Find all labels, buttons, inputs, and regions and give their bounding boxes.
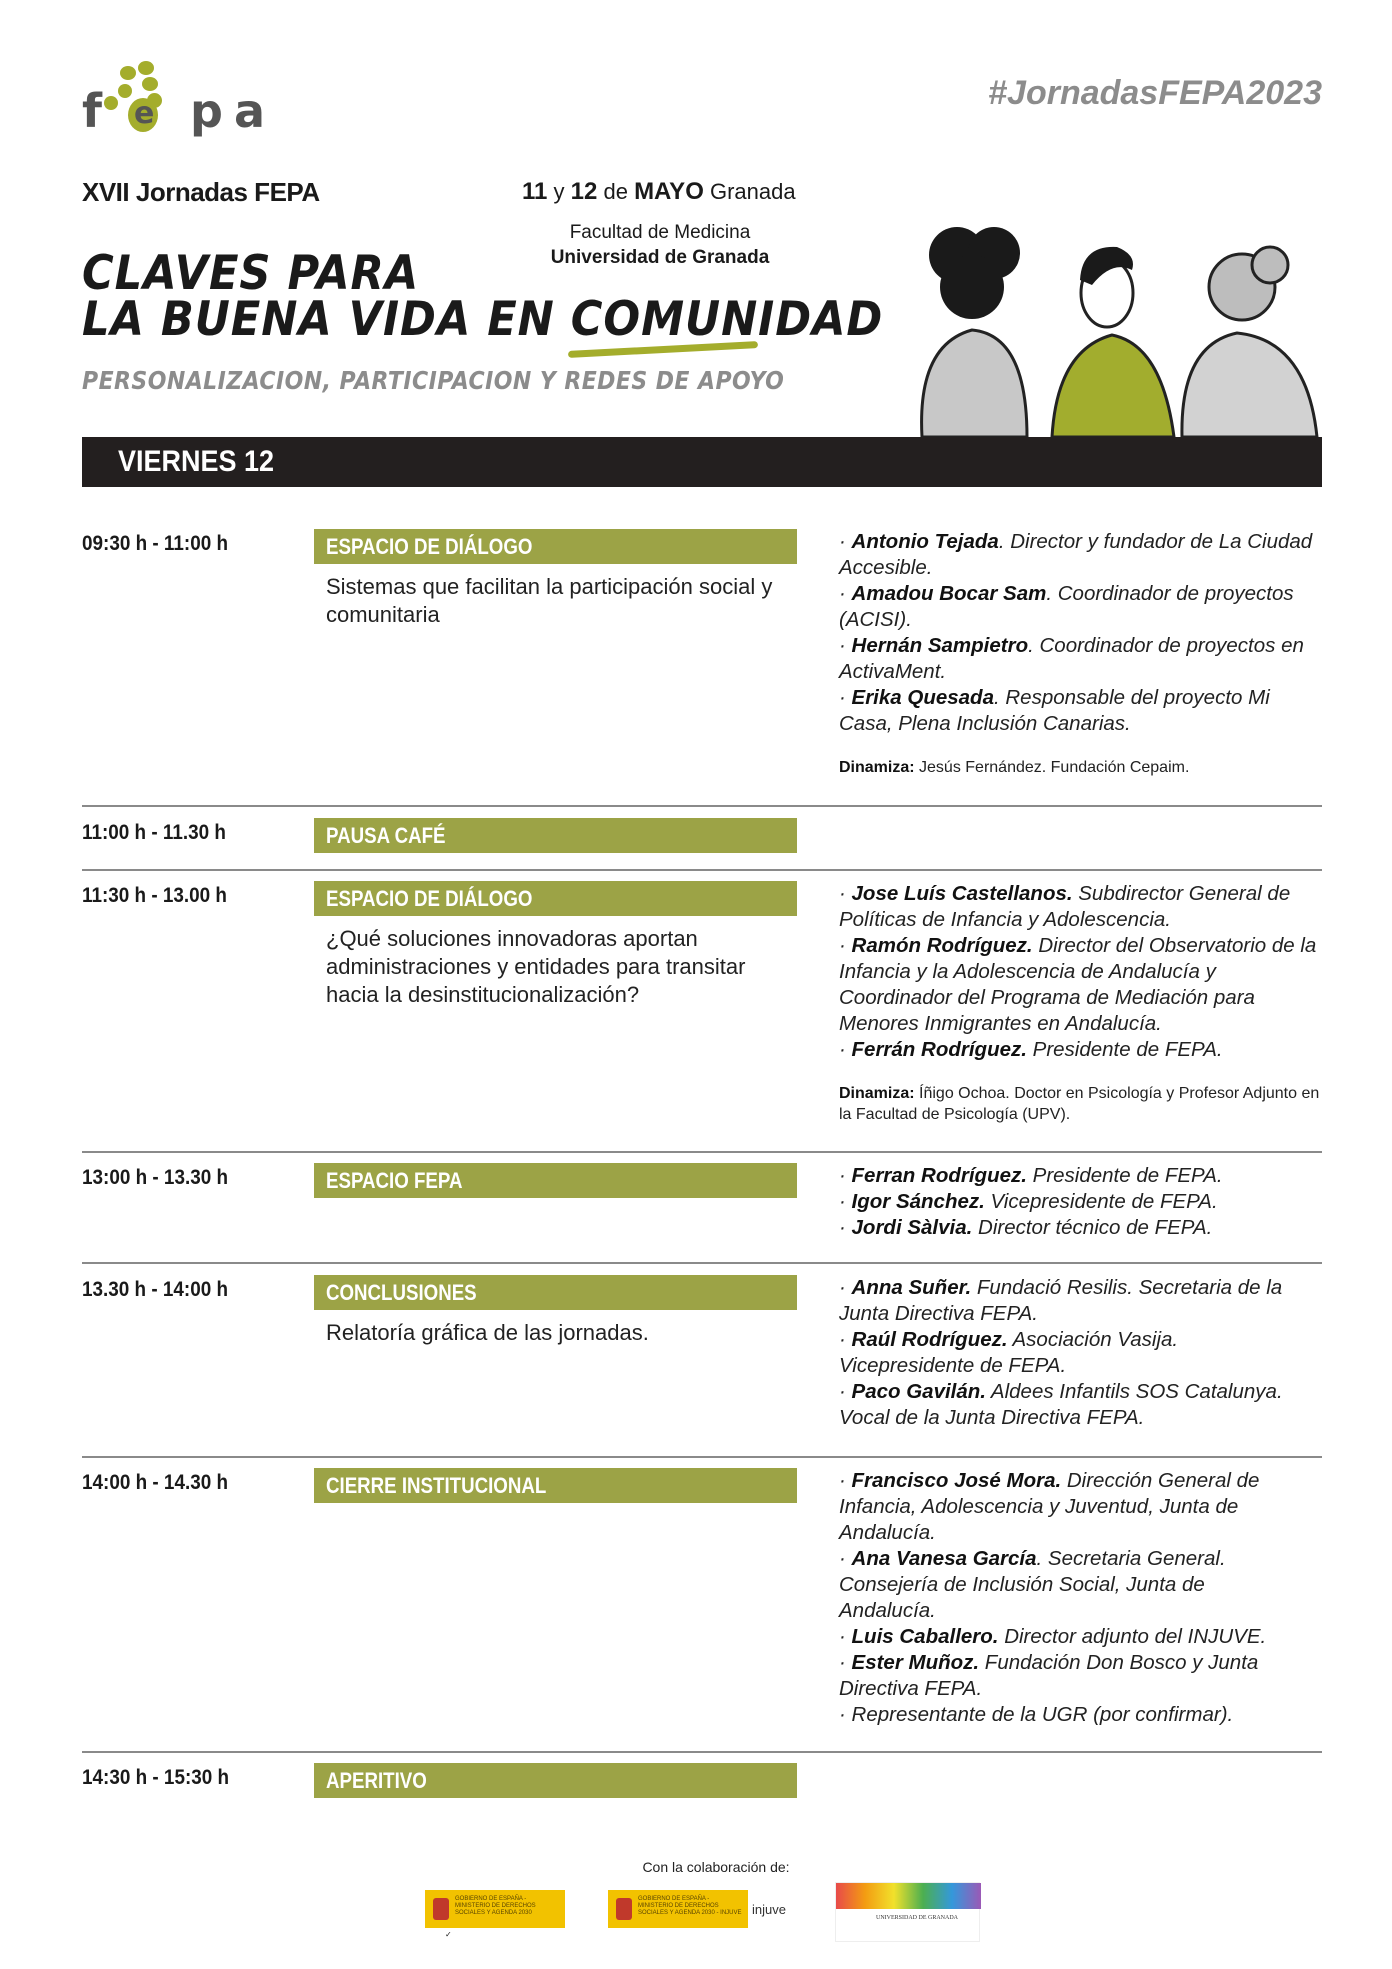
ugr-text: UNIVERSIDAD DE GRANADA: [876, 1915, 958, 1921]
sponsor-text: GOBIERNO DE ESPAÑA - MINISTERIO DE DERECHOS SOCIALES Y AGENDA 2030 - INJUVE: [638, 1896, 742, 1916]
sponsor-logo-injuve: [608, 1890, 793, 1928]
speaker: · Anna Suñer. Fundació Resilis. Secretaria de la Junta Directiva FEPA.: [839, 1276, 1283, 1325]
edition-title: XVII Jornadas FEPA: [82, 177, 320, 207]
speaker: · Jose Luís Castellanos. Subdirector General de Políticas de Infancia y Adolescencia.: [839, 882, 1291, 931]
sponsor-logo-ministerio: [425, 1890, 565, 1940]
divider: [82, 1456, 1322, 1458]
speaker-list: [839, 1275, 1329, 1431]
speaker: · Ana Vanesa García. Secretaria General. Consejería de Inclusión Social, Junta de Andalucía.: [839, 1547, 1226, 1622]
session-label: ESPACIO DE DIÁLOGO: [314, 881, 797, 916]
day-header-bar: [82, 437, 1322, 487]
date-de: de: [603, 179, 628, 204]
coat-of-arms-icon: [433, 1898, 449, 1920]
moderator: Dinamiza: Íñigo Ochoa. Doctor en Psicología y Profesor Adjunto en la Facultad de Psicología (UPV).: [839, 1085, 1320, 1123]
divider: [82, 869, 1322, 871]
session-description: Sistemas que facilitan la participación social y comunitaria: [326, 574, 773, 627]
speaker-list: [839, 881, 1329, 1125]
session-time: 11:00 h - 11.30 h: [82, 821, 226, 844]
coat-of-arms-icon: [616, 1898, 632, 1920]
session-time: 11:30 h - 13.00 h: [82, 884, 227, 907]
session-label: APERITIVO: [314, 1763, 797, 1798]
speaker: · Antonio Tejada. Director y fundador de La Ciudad Accesible.: [839, 530, 1313, 579]
speaker: · Francisco José Mora. Dirección General de Infancia, Adolescencia y Juventud, Junta de Andalucía.: [839, 1469, 1260, 1544]
speaker: · Ferran Rodríguez. Presidente de FEPA.: [839, 1164, 1223, 1187]
speaker: · Erika Quesada. Responsable del proyecto Mi Casa, Plena Inclusión Canarias.: [839, 686, 1270, 735]
fepa-logo: f e p a: [82, 58, 272, 140]
session-time: 14:00 h - 14.30 h: [82, 1471, 229, 1494]
session-time: 13.30 h - 14:00 h: [82, 1278, 229, 1301]
venue-university: Universidad de Granada: [550, 247, 770, 268]
speaker: · Ferrán Rodríguez. Presidente de FEPA.: [839, 1038, 1223, 1061]
main-title-line1: CLAVES PARA: [82, 246, 420, 301]
session-label: CONCLUSIONES: [314, 1275, 797, 1310]
venue-faculty: Facultad de Medicina: [569, 222, 751, 243]
speaker: · Ester Muñoz. Fundación Don Bosco y Junta Directiva FEPA.: [839, 1651, 1259, 1700]
day-label: VIERNES 12: [118, 445, 275, 478]
session-description: Relatoría gráfica de las jornadas.: [326, 1320, 649, 1345]
session-label: ESPACIO FEPA: [314, 1163, 797, 1198]
speaker: · Representante de la UGR (por confirmar).: [839, 1703, 1234, 1726]
speaker: · Paco Gavilán. Aldees Infantils SOS Catalunya. Vocal de la Junta Directiva FEPA.: [839, 1380, 1283, 1429]
date-day2: 12: [570, 178, 598, 205]
divider: [82, 1262, 1322, 1264]
session-label: ESPACIO DE DIÁLOGO: [314, 529, 797, 564]
check-icon: ✓: [445, 1930, 452, 1939]
speaker: · Ramón Rodríguez. Director del Observatorio de la Infancia y la Adolescencia de Andalucía y Coordinador del Programa de Mediación para Menores Inmigrantes en Andalucía.: [839, 934, 1317, 1035]
event-dates: [522, 178, 796, 206]
speaker: · Jordi Sàlvia. Director técnico de FEPA.: [839, 1216, 1213, 1239]
speaker-list: [839, 1163, 1329, 1241]
sponsor-logo-ugr: [835, 1882, 980, 1942]
people-illustration: [912, 225, 1322, 437]
collaboration-label: Con la colaboración de:: [642, 1859, 790, 1875]
session-description: ¿Qué soluciones innovadoras aportan administraciones y entidades para transitar hacia la desinstitucionalización?: [326, 926, 746, 1007]
session-label: CIERRE INSTITUCIONAL: [314, 1468, 797, 1503]
speaker: · Amadou Bocar Sam. Coordinador de proyectos (ACISI).: [839, 582, 1294, 631]
subtitle: PERSONALIZACION, PARTICIPACION Y REDES DE APOYO: [82, 366, 785, 395]
session-time: 14:30 h - 15:30 h: [82, 1766, 230, 1789]
date-and: y: [553, 179, 565, 204]
injuve-text: injuve: [752, 1902, 786, 1917]
date-city: Granada: [709, 179, 796, 204]
date-month: MAYO: [634, 178, 704, 205]
divider: [82, 1151, 1322, 1153]
main-title-line2: LA BUENA VIDA EN COMUNIDAD: [82, 292, 884, 347]
speaker: · Luis Caballero. Director adjunto del INJUVE.: [839, 1625, 1267, 1648]
speaker: · Hernán Sampietro. Coordinador de proyectos en ActivaMent.: [839, 634, 1304, 683]
session-time: 13:00 h - 13.30 h: [82, 1166, 229, 1189]
divider: [82, 1751, 1322, 1753]
divider: [82, 805, 1322, 807]
speaker-list: [839, 529, 1329, 778]
venue: [520, 220, 800, 270]
moderator: Dinamiza: Jesús Fernández. Fundación Cepaim.: [839, 759, 1190, 776]
speaker: · Raúl Rodríguez. Asociación Vasija. Vicepresidente de FEPA.: [839, 1328, 1179, 1377]
sponsor-text: GOBIERNO DE ESPAÑA - MINISTERIO DE DERECHOS SOCIALES Y AGENDA 2030: [455, 1896, 536, 1916]
hashtag: #JornadasFEPA2023: [988, 74, 1322, 112]
speaker: · Igor Sánchez. Vicepresidente de FEPA.: [839, 1190, 1218, 1213]
speaker-list: [839, 1468, 1329, 1728]
date-day1: 11: [522, 178, 548, 205]
session-time: 09:30 h - 11:00 h: [82, 532, 229, 555]
session-label: PAUSA CAFÉ: [314, 818, 797, 853]
